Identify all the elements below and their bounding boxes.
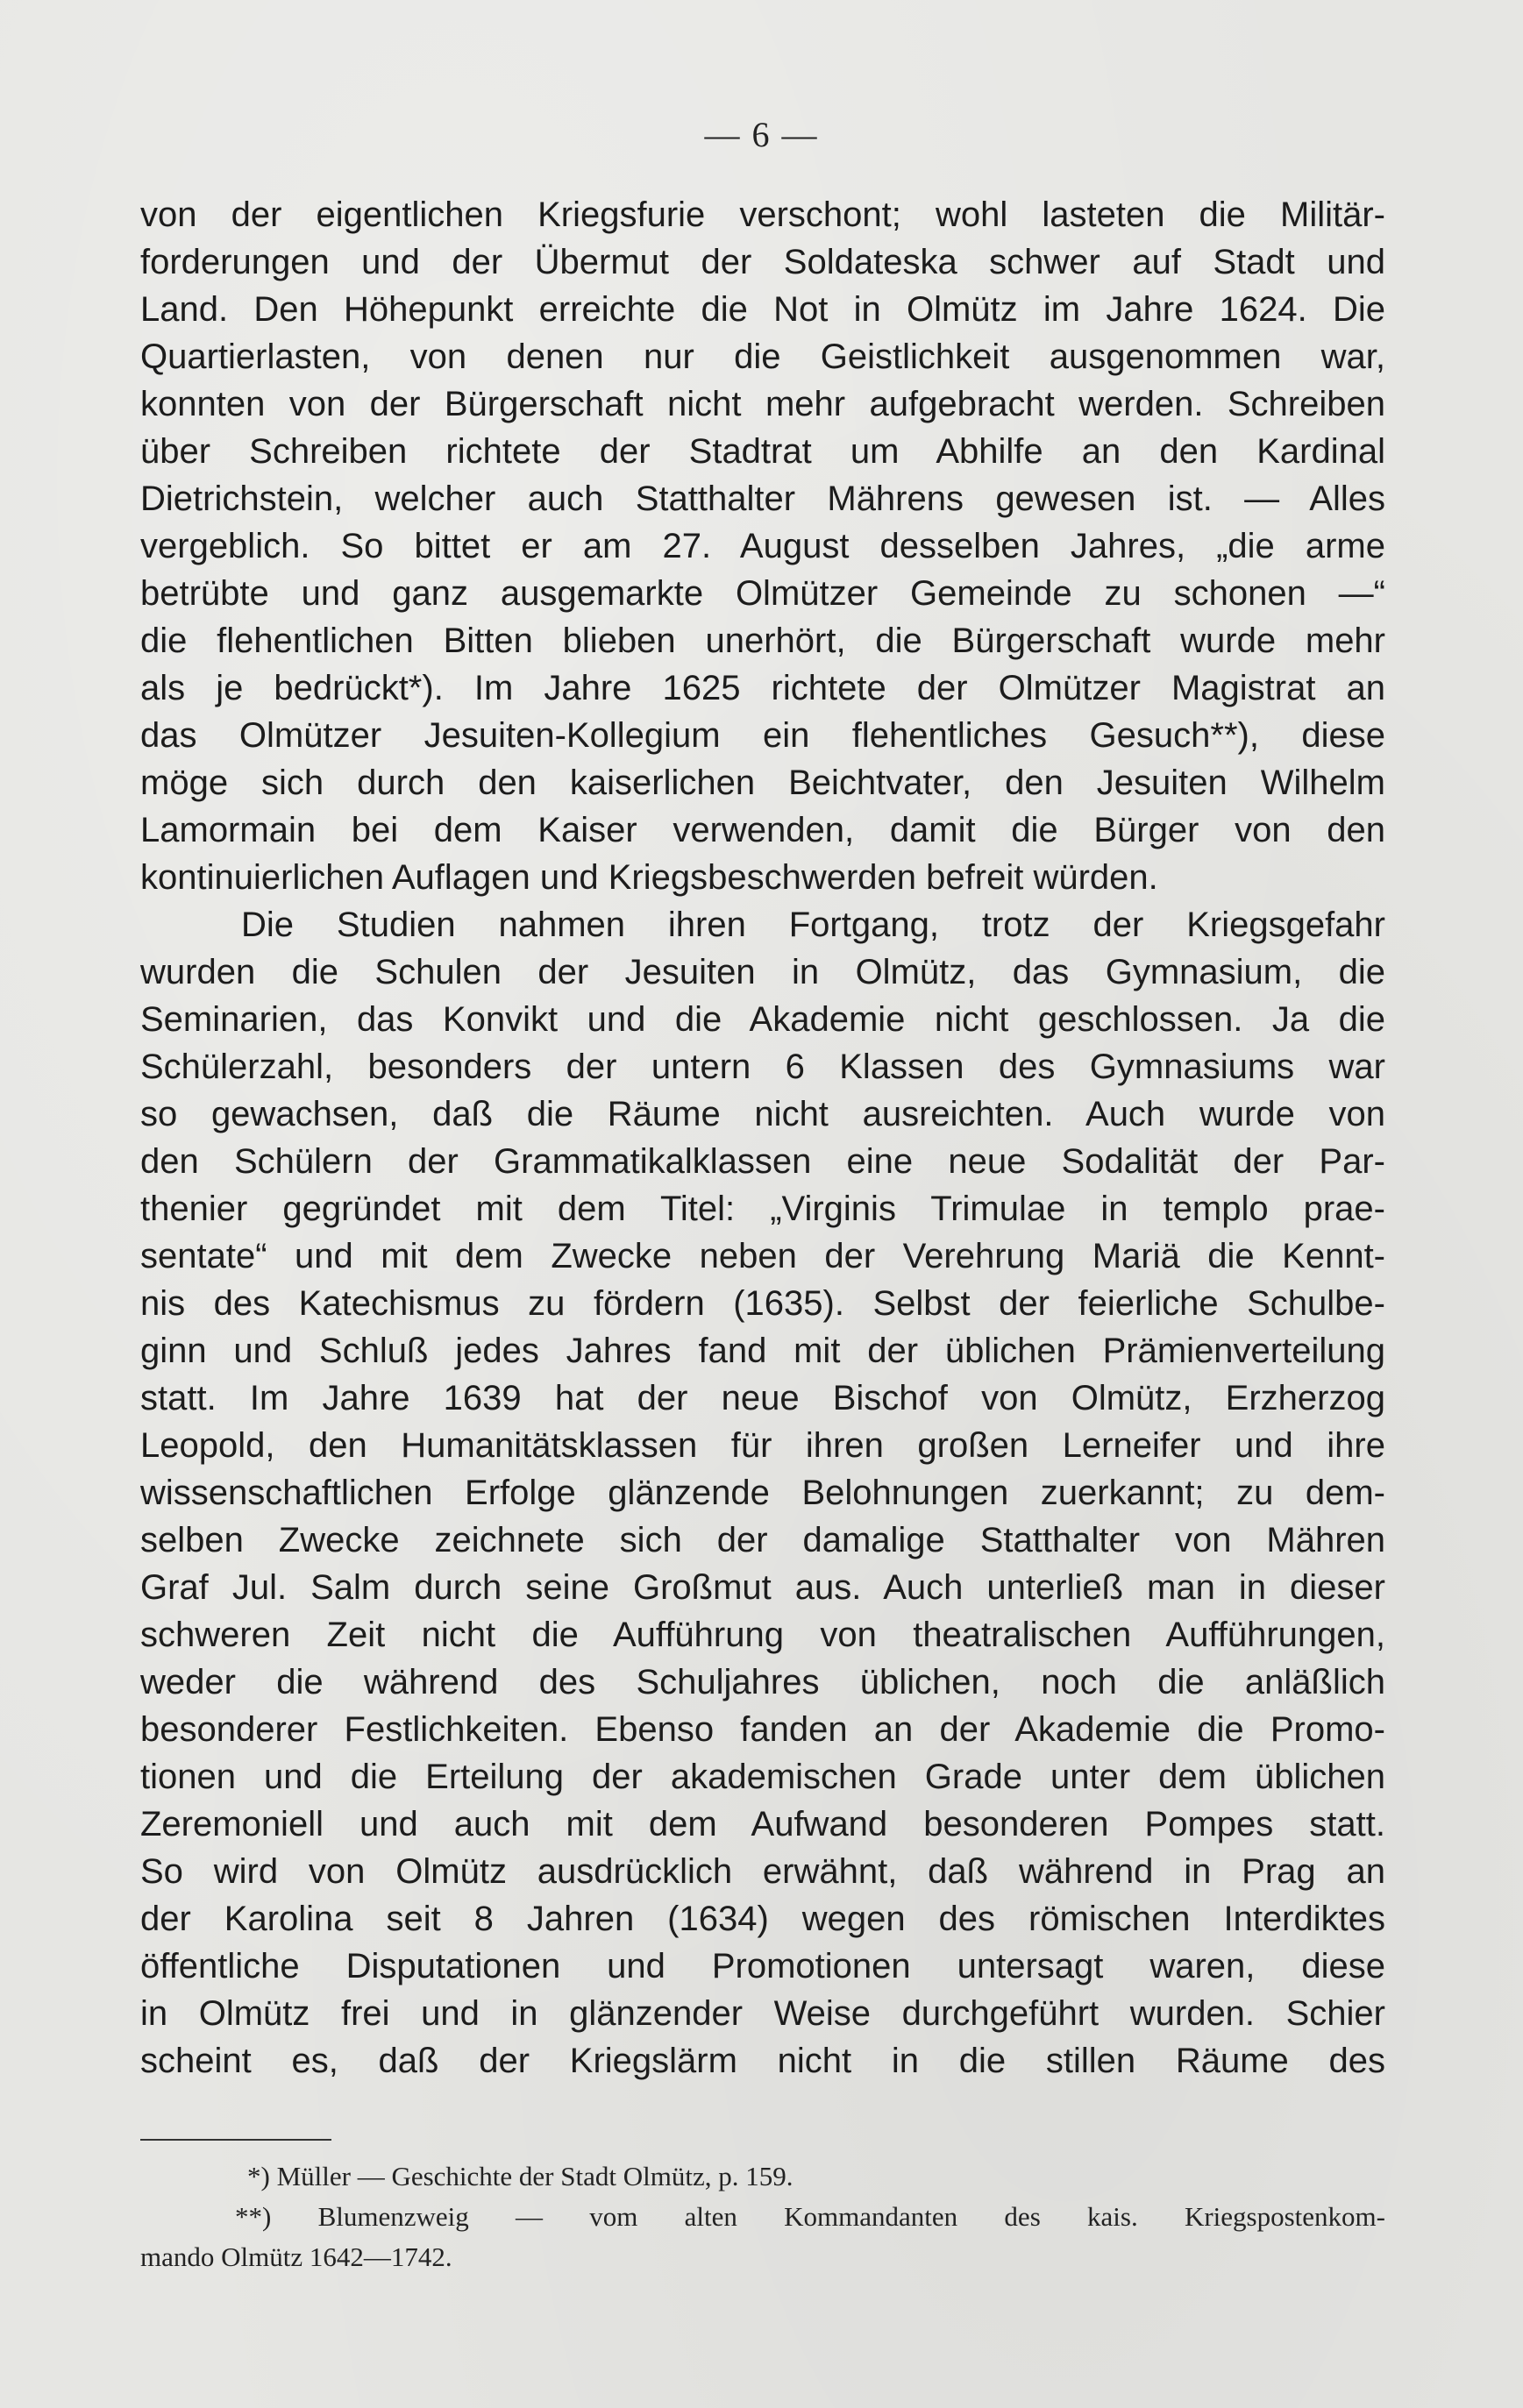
text-line: der Karolina seit 8 Jahren (1634) wegen des römischen Interdiktes [140, 1900, 1385, 1938]
text-line: wurden die Schulen der Jesuiten in Olmütz, das Gymnasium, die [140, 953, 1385, 991]
text-line: forderungen und der Übermut der Soldateska schwer auf Stadt und [140, 243, 1385, 281]
text-line: ginn und Schluß jedes Jahres fand mit der üblichen Prämienverteilung [140, 1332, 1385, 1370]
text-line: so gewachsen, daß die Räume nicht ausreichten. Auch wurde von [140, 1095, 1385, 1133]
text-line: Die Studien nahmen ihren Fortgang, trotz der Kriegsgefahr [241, 906, 1385, 944]
text-line: schweren Zeit nicht die Aufführung von theatralischen Aufführungen, [140, 1616, 1385, 1654]
text-line: nis des Katechismus zu fördern (1635). Selbst der feierliche Schulbe- [140, 1284, 1385, 1323]
text-line: weder die während des Schuljahres üblichen, noch die anläßlich [140, 1663, 1385, 1701]
text-line: statt. Im Jahre 1639 hat der neue Bischof von Olmütz, Erzherzog [140, 1379, 1385, 1417]
text-line: in Olmütz frei und in glänzender Weise durchgeführt wurden. Schier [140, 1994, 1385, 2033]
footnote-divider [140, 2139, 331, 2141]
text-line: kontinuierlichen Auflagen und Kriegsbeschwerden befreit würden. [140, 858, 1158, 897]
footnote-continuation: mando Olmütz 1642—1742. [140, 2241, 452, 2272]
text-line: möge sich durch den kaiserlichen Beichtvater, den Jesuiten Wilhelm [140, 764, 1385, 802]
page-number: — 6 — [704, 115, 819, 154]
footnotes [140, 2156, 1385, 2277]
text-line: wissenschaftlichen Erfolge glänzende Belohnungen zuerkannt; zu dem- [140, 1474, 1385, 1512]
text-line: sentate“ und mit dem Zwecke neben der Verehrung Mariä die Kennt- [140, 1237, 1385, 1275]
text-line: selben Zwecke zeichnete sich der damalige Statthalter von Mähren [140, 1521, 1385, 1559]
footnote: **) Blumenzweig — vom alten Kommandanten des kais. Kriegspostenkom- [235, 2201, 1385, 2232]
text-line: die flehentlichen Bitten blieben unerhört, die Bürgerschaft wurde mehr [140, 622, 1385, 660]
text-line: scheint es, daß der Kriegslärm nicht in die stillen Räume des [140, 2042, 1385, 2080]
text-line: Lamormain bei dem Kaiser verwenden, damit die Bürger von den [140, 811, 1385, 849]
text-line: besonderer Festlichkeiten. Ebenso fanden an der Akademie die Promo- [140, 1710, 1385, 1749]
text-line: den Schülern der Grammatikalklassen eine neue Sodalität der Par- [140, 1142, 1385, 1181]
text-line: vergeblich. So bittet er am 27. August desselben Jahres, „die arme [140, 527, 1385, 565]
text-line: Dietrichstein, welcher auch Statthalter Mährens gewesen ist. — Alles [140, 479, 1385, 518]
text-line: von der eigentlichen Kriegsfurie verschont; wohl lasteten die Militär- [140, 195, 1385, 234]
text-line: konnten von der Bürgerschaft nicht mehr aufgebracht werden. Schreiben [140, 385, 1385, 423]
text-line: Quartierlasten, von denen nur die Geistlichkeit ausgenommen war, [140, 337, 1385, 376]
body-text [140, 191, 1385, 2085]
text-line: Graf Jul. Salm durch seine Großmut aus. Auch unterließ man in dieser [140, 1568, 1385, 1607]
text-line: über Schreiben richtete der Stadtrat um Abhilfe an den Kardinal [140, 432, 1385, 471]
text-line: öffentliche Disputationen und Promotionen untersagt waren, diese [140, 1947, 1385, 1985]
text-line: Land. Den Höhepunkt erreichte die Not in Olmütz im Jahre 1624. Die [140, 290, 1385, 329]
text-line: Zeremoniell und auch mit dem Aufwand besonderen Pompes statt. [140, 1805, 1385, 1843]
text-line: thenier gegründet mit dem Titel: „Virginis Trimulae in templo prae- [140, 1190, 1385, 1228]
text-line: So wird von Olmütz ausdrücklich erwähnt, daß während in Prag an [140, 1852, 1385, 1891]
text-line: als je bedrückt*). Im Jahre 1625 richtete der Olmützer Magistrat an [140, 669, 1385, 707]
text-line: Leopold, den Humanitätsklassen für ihren großen Lerneifer und ihre [140, 1426, 1385, 1465]
text-line: Schülerzahl, besonders der untern 6 Klassen des Gymnasiums war [140, 1048, 1385, 1086]
text-line: Seminarien, das Konvikt und die Akademie nicht geschlossen. Ja die [140, 1000, 1385, 1039]
footnote: *) Müller — Geschichte der Stadt Olmütz, p. 159. [247, 2161, 794, 2191]
text-line: das Olmützer Jesuiten-Kollegium ein flehentliches Gesuch**), diese [140, 716, 1385, 755]
text-line: tionen und die Erteilung der akademischen Grade unter dem üblichen [140, 1758, 1385, 1796]
text-line: betrübte und ganz ausgemarkte Olmützer Gemeinde zu schonen —“ [140, 574, 1385, 613]
